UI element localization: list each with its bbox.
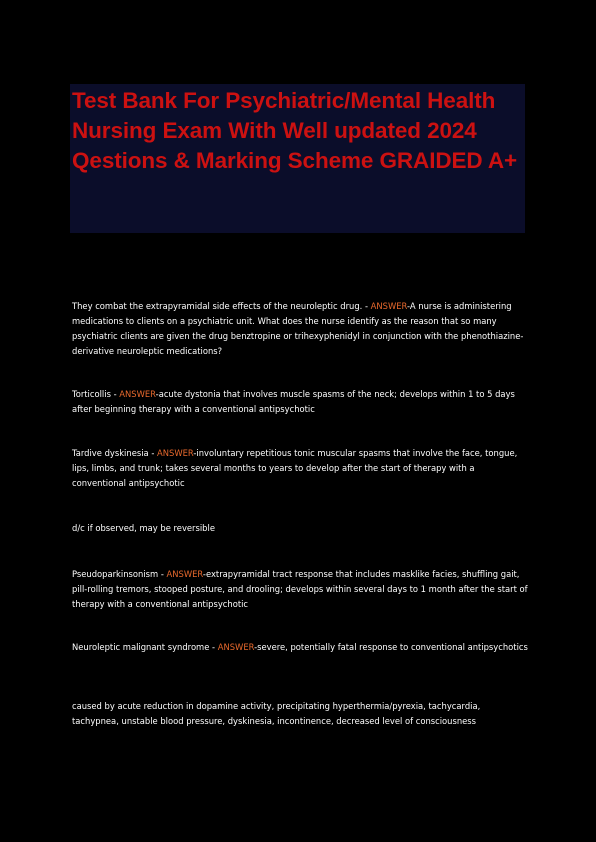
entry-definition: -involuntary repetitious tonic muscular spasms that involve the face, tongue, lips, limbs, and trunk; takes several months to years to develop after the start of therapy with a conventional antipsychotic xyxy=(72,448,518,488)
answer-label: ANSWER xyxy=(157,448,194,458)
qa-entry-pseudoparkinsonism xyxy=(72,567,528,612)
answer-label: ANSWER xyxy=(119,389,156,399)
qa-entry-torticollis xyxy=(72,387,528,417)
entry-definition: -acute dystonia that involves muscle spasms of the neck; develops within 1 to 5 days after beginning therapy with a conventional antipsychotic xyxy=(72,389,515,414)
entry-term: Tardive dyskinesia - xyxy=(72,448,158,458)
entry-definition: -A nurse is administering medications to clients on a psychiatric unit. What does the nurse identify as the reason that so many psychiatric clients are given the drug benztropine or trihexyphenidyl in conjunction with the phenothiazine-derivative neuroleptic medications? xyxy=(72,301,524,356)
entry-note: d/c if observed, may be reversible xyxy=(72,523,215,533)
title-banner xyxy=(70,84,525,233)
qa-entry-tardive-dyskinesia xyxy=(72,446,528,491)
entry-definition: -severe, potentially fatal response to conventional antipsychotics xyxy=(254,642,528,652)
qa-entry-anticholinergic xyxy=(72,299,528,359)
entry-term: Neuroleptic malignant syndrome - xyxy=(72,642,218,652)
entry-term: Pseudoparkinsonism - xyxy=(72,569,167,579)
entry-term: They combat the extrapyramidal side effects of the neuroleptic drug. - xyxy=(72,301,371,311)
entry-note: caused by acute reduction in dopamine activity, precipitating hyperthermia/pyrexia, tachycardia, tachypnea, unstable blood pressure, dyskinesia, incontinence, decreased level of consciousness xyxy=(72,701,481,726)
answer-label: ANSWER xyxy=(217,642,255,652)
entry-term: Torticollis - xyxy=(72,389,120,399)
qa-entry-nms xyxy=(72,640,528,655)
qa-note-nms-cause xyxy=(72,699,528,729)
qa-note-reversible xyxy=(72,521,528,536)
answer-label: ANSWER xyxy=(166,569,203,579)
entry-definition: -extrapyramidal tract response that includes masklike facies, shuffling gait, pill-rolling tremors, stooped posture, and drooling; develops within several days to 1 month after the start of therapy with a conventional antipsychotic xyxy=(72,569,528,609)
document-title: Test Bank For Psychiatric/Mental Health Nursing Exam With Well updated 2024 Qestions & Marking Scheme GRAIDED A+ xyxy=(72,88,518,173)
answer-label: ANSWER xyxy=(370,301,408,311)
